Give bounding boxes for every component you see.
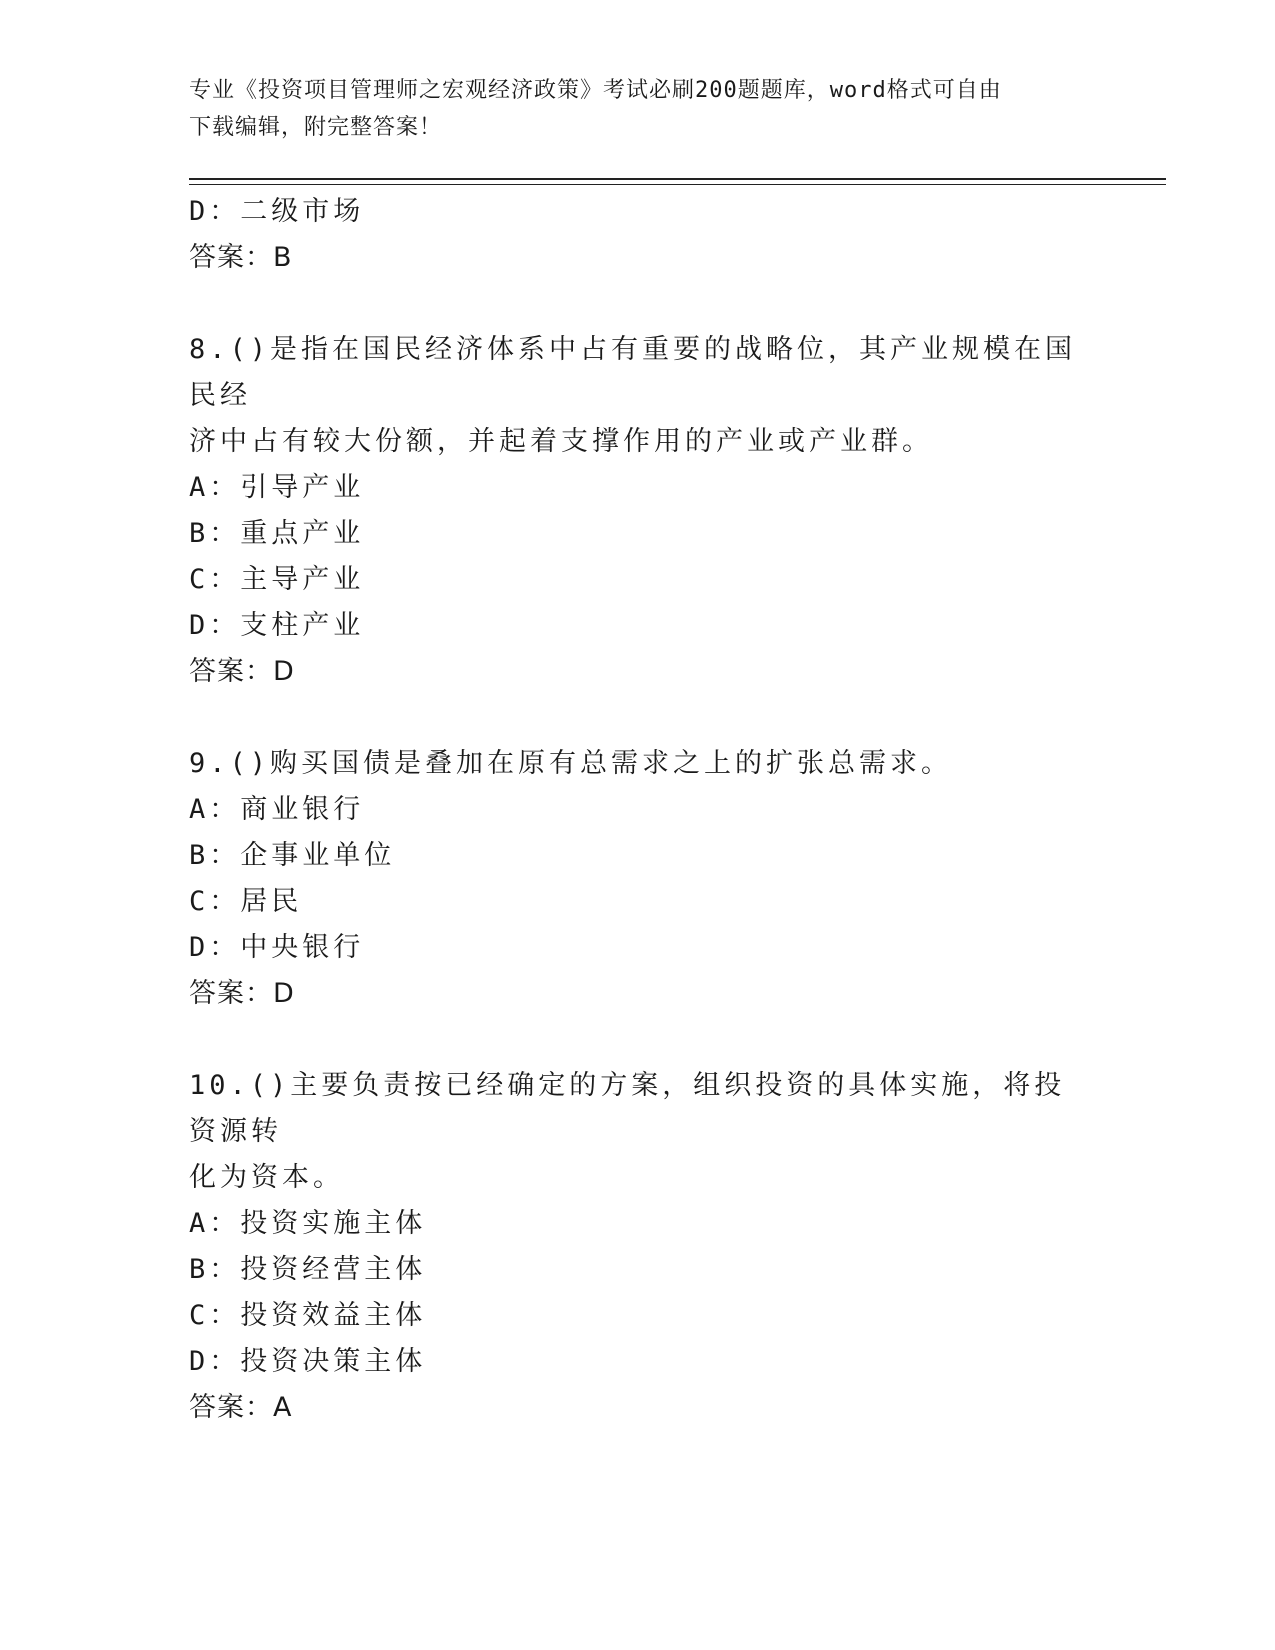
option-c: C：居民 [189,886,303,917]
option-a: A：商业银行 [189,794,365,825]
option-c: C：主导产业 [189,564,365,595]
option-b: B：企事业单位 [189,840,396,871]
question-text-line: 9.()购买国债是叠加在原有总需求之上的扩张总需求。 [189,748,953,779]
option-d: D：二级市场 [189,196,365,227]
option-a: A：引导产业 [189,472,365,503]
option-b: B：重点产业 [189,518,365,549]
document-header [189,72,1089,146]
option-b: B：投资经营主体 [189,1254,427,1285]
option-d: D：中央银行 [189,932,365,963]
answer-line: 答案：A [189,1392,293,1423]
option-d: D：支柱产业 [189,610,365,641]
question-10 [189,1063,1089,1431]
answer-line: 答案：D [189,978,295,1009]
spacer [189,281,1089,327]
spacer [189,695,1089,741]
header-divider-thin [189,184,1166,185]
spacer [189,1017,1089,1063]
header-divider-thick [189,178,1166,180]
previous-question-tail [189,189,1089,281]
question-content [189,189,1089,1431]
option-a: A：投资实施主体 [189,1208,427,1239]
question-9 [189,741,1089,1017]
option-d: D：投资决策主体 [189,1346,427,1377]
question-text-line: 8.()是指在国民经济体系中占有重要的战略位，其产业规模在国民经 [189,334,1077,411]
question-text-line: 10.()主要负责按已经确定的方案，组织投资的具体实施，将投资源转 [189,1070,1066,1147]
option-c: C：投资效益主体 [189,1300,427,1331]
answer-line: 答案：B [189,242,293,273]
answer-line: 答案：D [189,656,295,687]
question-text-line: 济中占有较大份额，并起着支撑作用的产业或产业群。 [189,426,933,457]
question-text-line: 化为资本。 [189,1162,344,1193]
question-8 [189,327,1089,695]
header-line-2: 下载编辑，附完整答案！ [189,115,443,140]
header-line-1: 专业《投资项目管理师之宏观经济政策》考试必刷200题题库，word格式可自由 [189,78,1002,103]
